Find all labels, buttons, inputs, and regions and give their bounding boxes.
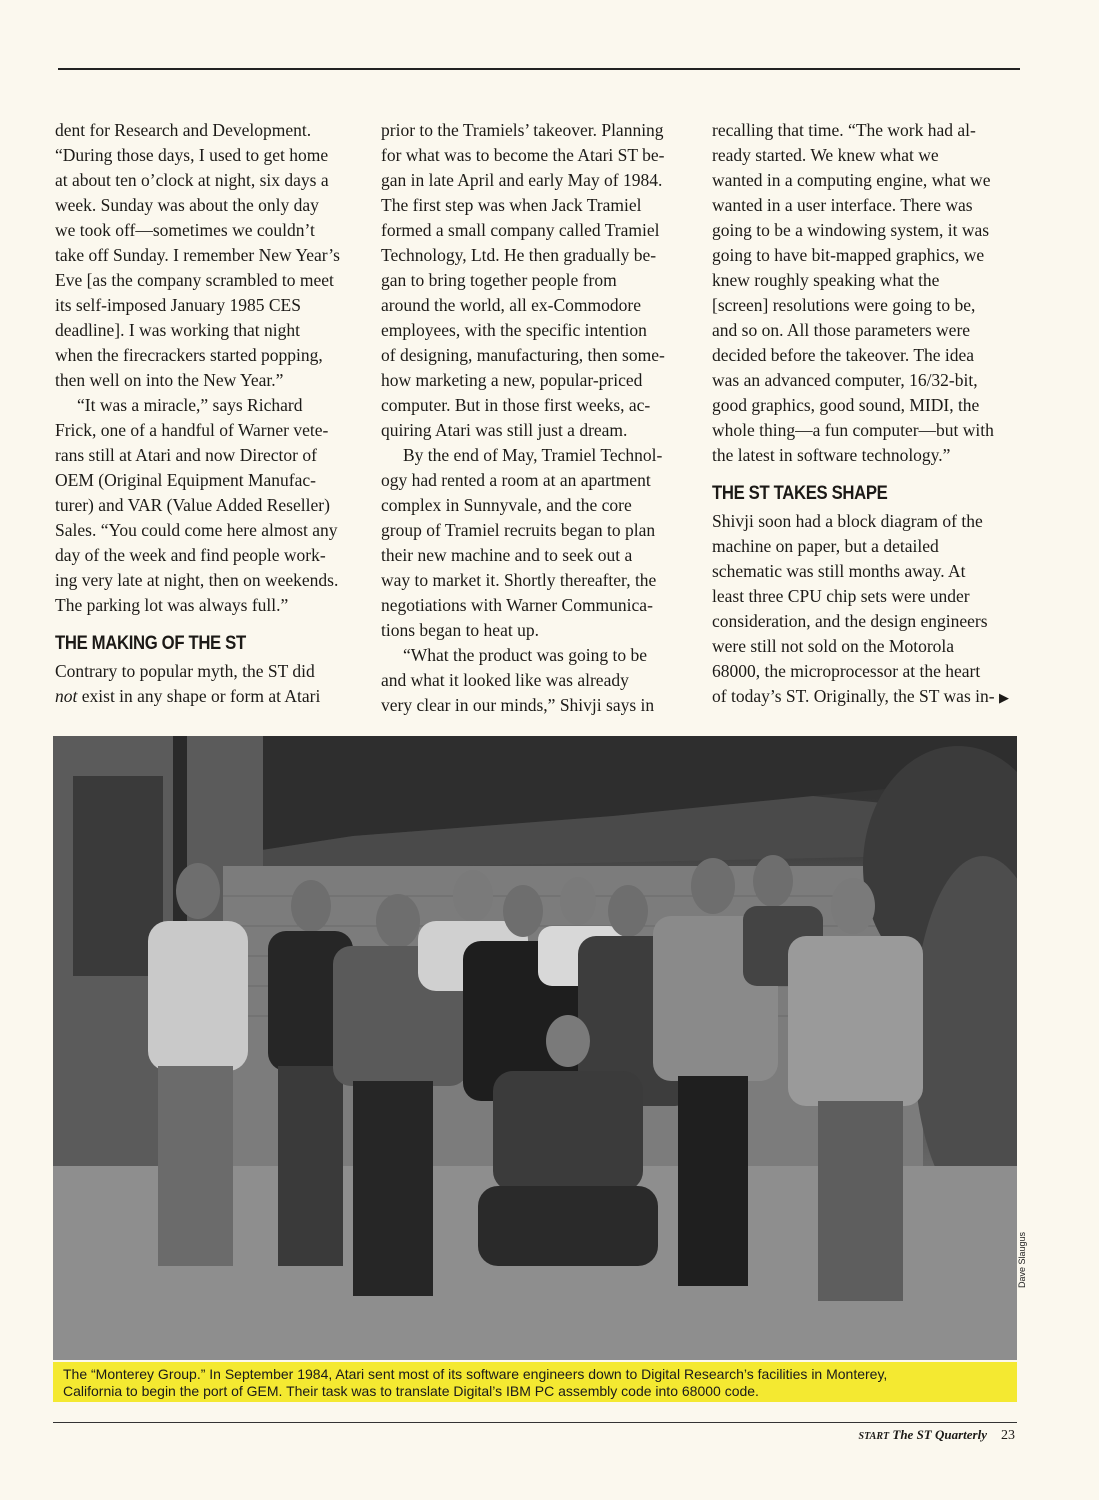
text-line: ready started. We knew what we [712,145,939,165]
text-line: gan to bring together people from [381,270,617,290]
paragraph [55,393,361,618]
text-line [55,684,361,709]
text-line: going to have bit-mapped graphics, we [712,245,985,265]
text-line: day of the week and find people work- [55,545,326,565]
text-line: Shivji soon had a block diagram of the [712,511,983,531]
text-line: Eve [as the company scrambled to meet [55,270,334,290]
text-line: were still not sold on the Motorola [712,636,955,656]
text-fragment: of today’s ST. Originally, the ST was in- [712,686,995,706]
text-line: OEM (Original Equipment Manufac- [55,470,316,490]
text-line: prior to the Tramiels’ takeover. Planning [381,120,664,140]
text-line: and so on. All those parameters were [712,320,971,340]
text-line: we took off—sometimes we couldn’t [55,220,315,240]
text-line [712,684,1018,710]
text-line: for what was to become the Atari ST be- [381,145,665,165]
text-line: going to be a windowing system, it was [712,220,990,240]
text-line: Contrary to popular myth, the ST did [55,661,315,681]
text-line: its self-imposed January 1985 CES [55,295,301,315]
text-line: ing very late at night, then on weekends. [55,570,339,590]
text-line: group of Tramiel recruits began to plan [381,520,656,540]
paragraph [381,643,687,718]
text-line: recalling that time. “The work had al- [712,120,976,140]
text-line: Sales. “You could come here almost any [55,520,338,540]
text-line: very clear in our minds,” Shivji says in [381,695,655,715]
text-line: ogy had rented a room at an apartment [381,470,651,490]
text-line: the latest in software technology.” [712,445,951,465]
top-rule [58,68,1020,70]
caption-line: California to begin the port of GEM. Their task was to translate Digital’s IBM PC assembly code into 68000 code. [63,1383,759,1399]
paragraph [712,118,1018,468]
text-line: wanted in a user interface. There was [712,195,973,215]
text-line: quiring Atari was still just a dream. [381,420,628,440]
text-line: least three CPU chip sets were under [712,586,970,606]
text-line: take off Sunday. I remember New Year’s [55,245,340,265]
text-line: how marketing a new, popular-priced [381,370,643,390]
text-line: tions began to heat up. [381,620,539,640]
paragraph [55,659,361,709]
text-line: “What the product was going to be [403,645,647,665]
text-line: their new machine and to seek out a [381,545,633,565]
page-number: 23 [1001,1428,1015,1443]
photo-caption [53,1362,1017,1402]
emphasis: not [55,686,78,706]
text-fragment: exist in any shape or form at Atari [77,686,321,706]
magazine-name-start: START [858,1431,890,1442]
text-line: then well on into the New Year.” [55,370,284,390]
bottom-rule [53,1422,1017,1423]
text-line: The parking lot was always full.” [55,595,289,615]
text-line: good graphics, good sound, MIDI, the [712,395,980,415]
photo-credit: Dave Slaugus [1017,1231,1027,1289]
article-column-3 [712,118,1018,710]
text-line: at about ten o’clock at night, six days a [55,170,329,190]
text-line: whole thing—a fun computer—but with [712,420,994,440]
text-line: knew roughly speaking what the [712,270,940,290]
text-line: deadline]. I was working that night [55,320,300,340]
magazine-name-rest: The ST Quarterly [889,1427,987,1442]
text-line: negotiations with Warner Communica- [381,595,653,615]
text-line: around the world, all ex-Commodore [381,295,642,315]
text-line: was an advanced computer, 16/32-bit, [712,370,978,390]
text-line: schematic was still months away. At [712,561,966,581]
paragraph [55,118,361,393]
text-line: [screen] resolutions were going to be, [712,295,976,315]
section-heading: THE MAKING OF THE ST [55,633,246,654]
text-line: complex in Sunnyvale, and the core [381,495,632,515]
section-heading: THE ST TAKES SHAPE [712,483,888,504]
paragraph [381,443,687,643]
text-line: machine on paper, but a detailed [712,536,939,556]
caption-line: The “Monterey Group.” In September 1984, Atari sent most of its software engineers down to Digital Research’s facilities in Monterey, [63,1366,888,1382]
text-line: 68000, the microprocessor at the heart [712,661,981,681]
paragraph [712,509,1018,710]
text-line: formed a small company called Tramiel [381,220,660,240]
text-line: computer. But in those first weeks, ac- [381,395,651,415]
text-line: Technology, Ltd. He then gradually be- [381,245,657,265]
text-line: of designing, manufacturing, then some- [381,345,665,365]
text-line: gan in late April and early May of 1984. [381,170,663,190]
text-line: decided before the takeover. The idea [712,345,975,365]
text-line: and what it looked like was already [381,670,629,690]
text-line: Frick, one of a handful of Warner vete- [55,420,329,440]
text-line: rans still at Atari and now Director of [55,445,317,465]
paragraph [381,118,687,443]
text-line: “It was a miracle,” says Richard [77,395,303,415]
text-line: week. Sunday was about the only day [55,195,319,215]
text-line: consideration, and the design engineers [712,611,988,631]
group-photo [53,736,1017,1360]
text-line: dent for Research and Development. [55,120,312,140]
page-footer [859,1427,1015,1444]
text-line: By the end of May, Tramiel Technol- [403,445,663,465]
text-line: turer) and VAR (Value Added Reseller) [55,495,330,515]
text-line: wanted in a computing engine, what we [712,170,991,190]
text-line: when the firecrackers started popping, [55,345,323,365]
text-line: employees, with the specific intention [381,320,647,340]
article-column-1 [55,118,361,709]
article-column-2 [381,118,687,718]
text-line: The first step was when Jack Tramiel [381,195,642,215]
text-line: way to market it. Shortly thereafter, the [381,570,657,590]
continue-arrow-icon: ▶ [998,690,1009,705]
text-line: “During those days, I used to get home [55,145,329,165]
